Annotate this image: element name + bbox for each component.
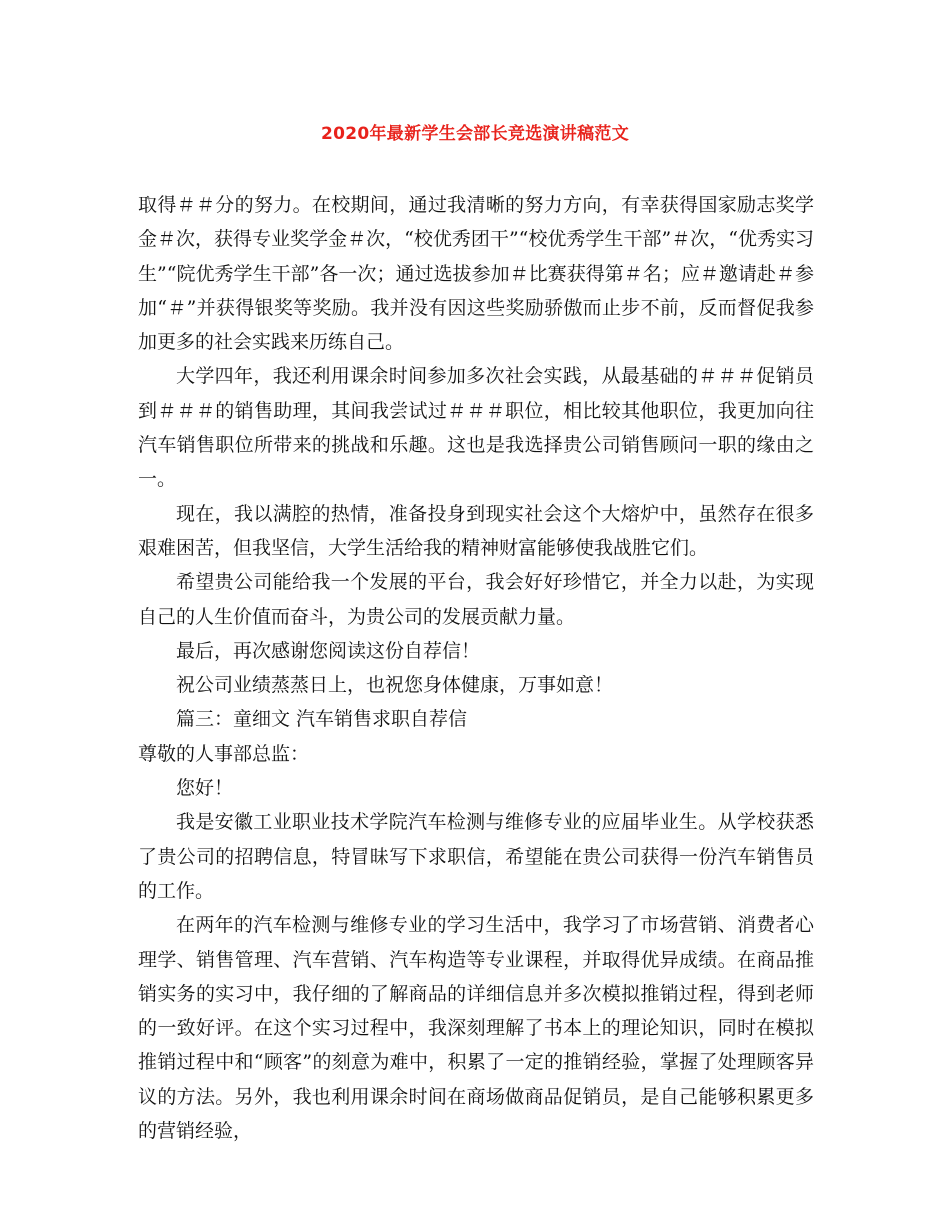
section-heading: 篇三：童细文 汽车销售求职自荐信: [176, 708, 468, 731]
page-title: 2020年最新学生会部长竞选演讲稿范文: [320, 124, 629, 144]
paragraph: 我是安徽工业职业技术学院汽车检测与维修专业的应届毕业生。从学校获悉了贵公司的招聘信息，特冒昧写下求职信，希望能在贵公司获得一份汽车销售员的工作。: [138, 811, 814, 902]
salutation: 尊敬的人事部总监：: [138, 742, 310, 765]
paragraph: 希望贵公司能给我一个发展的平台，我会好好珍惜它，并全力以赴，为实现自己的人生价值而奋斗，为贵公司的发展贡献力量。: [138, 571, 814, 628]
paragraph: 祝公司业绩蒸蒸日上，也祝您身体健康，万事如意！: [176, 674, 614, 697]
paragraph: 大学四年，我还利用课余时间参加多次社会实践，从最基础的＃＃＃促销员到＃＃＃的销售助理，其间我尝试过＃＃＃职位，相比较其他职位，我更加向往汽车销售职位所带来的挑战和乐趣。这也是我选择贵公司销售顾问一职的缘由之一。: [138, 365, 814, 491]
paragraph: 最后，再次感谢您阅读这份自荐信！: [176, 639, 481, 662]
document-body: [138, 188, 814, 1148]
paragraph: 取得＃＃分的努力。在校期间，通过我清晰的努力方向，有幸获得国家励志奖学金＃次，获得专业奖学金＃次，“校优秀团干”“校优秀学生干部”＃次，“优秀实习生”“院优秀学生干部”各一次；通过选拔参加＃比赛获得第＃名；应＃邀请赴＃参加“＃”并获得银奖等奖励。我并没有因这些奖励骄傲而止步不前，反而督促我参加更多的社会实践来历练自己。: [138, 194, 814, 354]
paragraph: 现在，我以满腔的热情，准备投身到现实社会这个大熔炉中，虽然存在很多艰难困苦，但我坚信，大学生活给我的精神财富能够使我战胜它们。: [138, 502, 814, 559]
paragraph: 在两年的汽车检测与维修专业的学习生活中，我学习了市场营销、消费者心理学、销售管理、汽车营销、汽车构造等专业课程，并取得优异成绩。在商品推销实务的实习中，我仔细的了解商品的详细信息并多次模拟推销过程，得到老师的一致好评。在这个实习过程中，我深刻理解了书本上的理论知识，同时在模拟推销过程中和“顾客”的刻意为难中，积累了一定的推销经验，掌握了处理顾客异议的方法。另外，我也利用课余时间在商场做商品促销员，是自己能够积累更多的营销经验，: [138, 914, 814, 1143]
greeting: 您好！: [176, 777, 234, 800]
